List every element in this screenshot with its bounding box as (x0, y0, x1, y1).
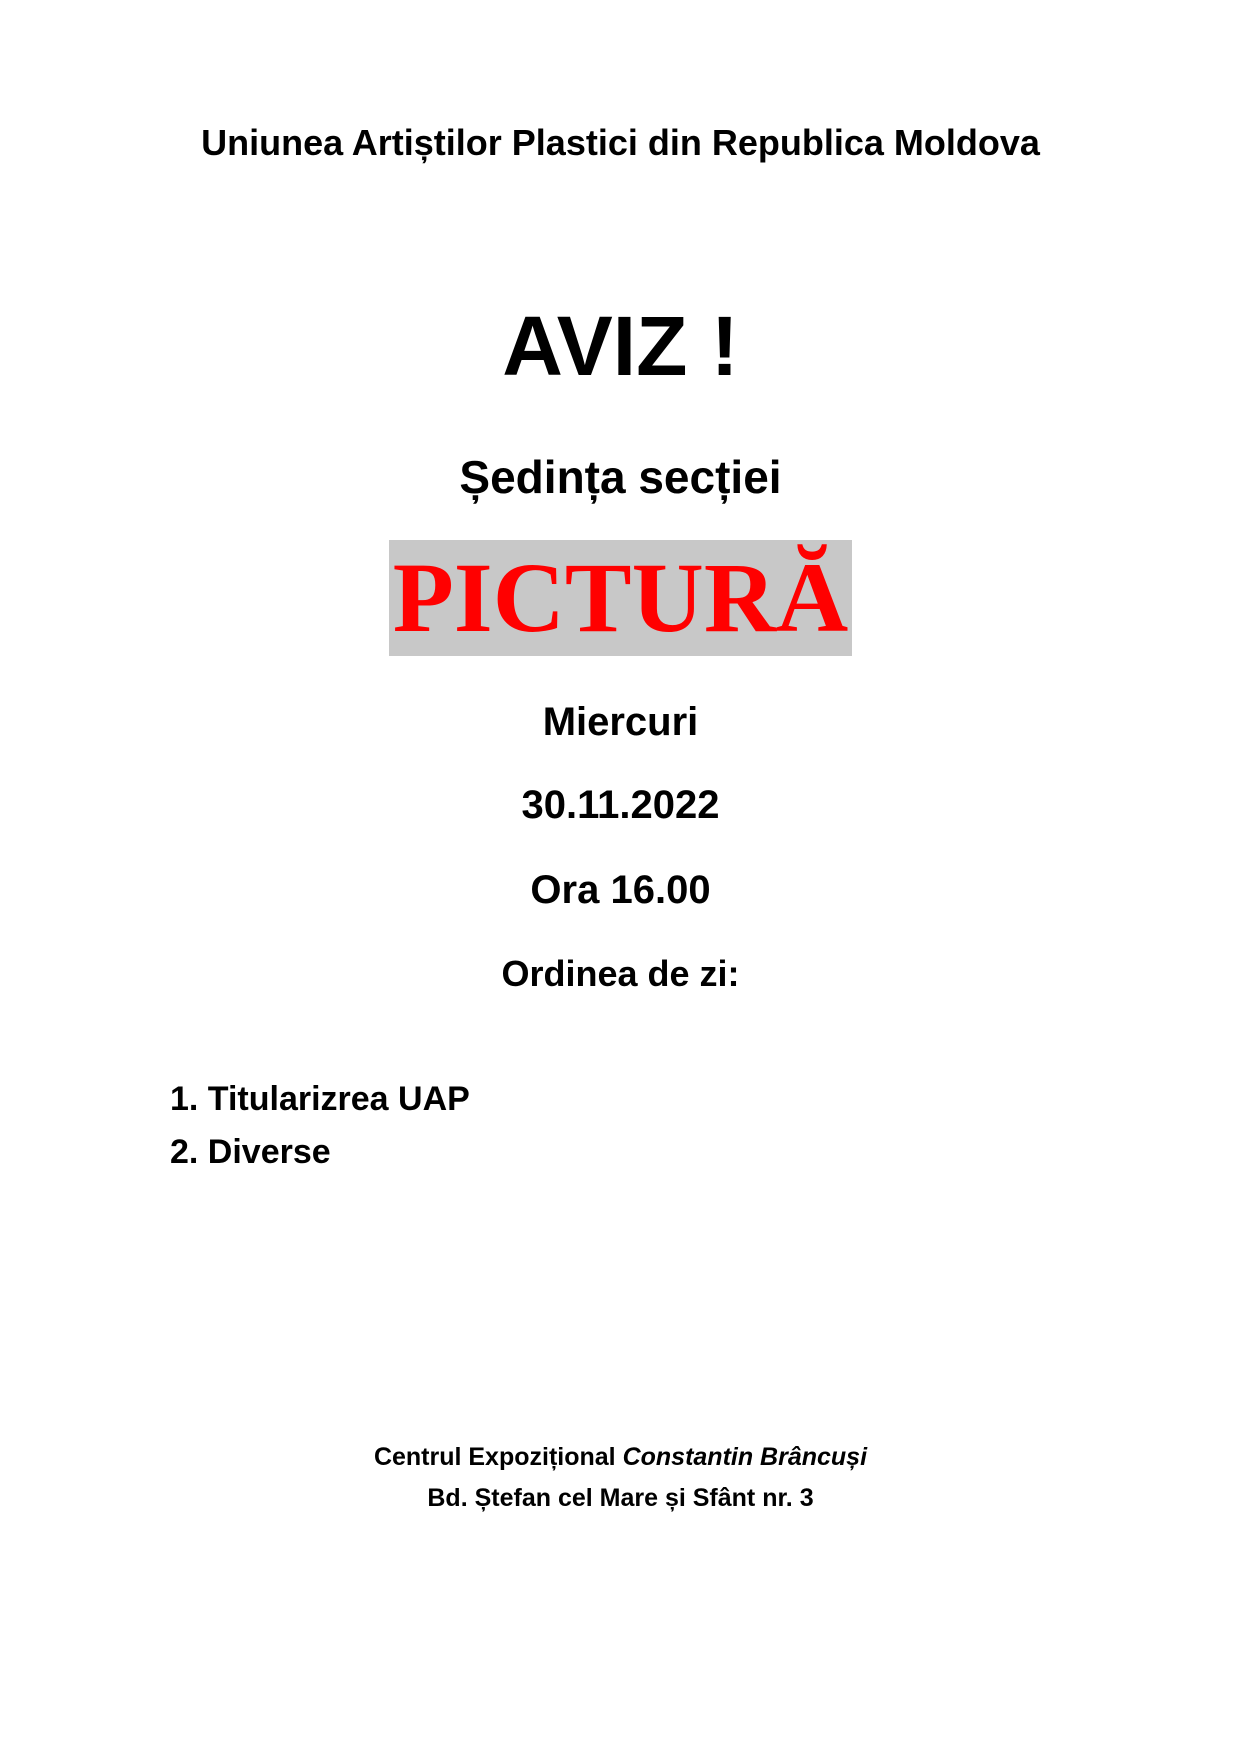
agenda-title: Ordinea de zi: (501, 953, 740, 994)
notice-title: AVIZ ! (502, 299, 739, 393)
meeting-time: Ora 16.00 (530, 868, 711, 912)
venue-line (0, 1443, 1241, 1472)
agenda-item: 1. Titularizrea UAP (170, 1080, 470, 1118)
venue-prefix: Centrul Expozițional (373, 1443, 623, 1471)
meeting-date: 30.11.2022 (521, 783, 720, 827)
section-name-wrapper (0, 540, 1241, 656)
venue-name: Constantin Brâncuși (622, 1443, 868, 1471)
section-name-highlight: PICTURĂ (389, 540, 853, 656)
agenda-item: 2. Diverse (170, 1133, 331, 1171)
meeting-label: Ședința secției (459, 451, 782, 503)
venue-address: Bd. Ștefan cel Mare și Sfânt nr. 3 (427, 1484, 814, 1512)
agenda-list (170, 1080, 470, 1186)
organization-heading: Uniunea Artiștilor Plastici din Republica Moldova (201, 122, 1040, 163)
meeting-day: Miercuri (542, 700, 699, 744)
